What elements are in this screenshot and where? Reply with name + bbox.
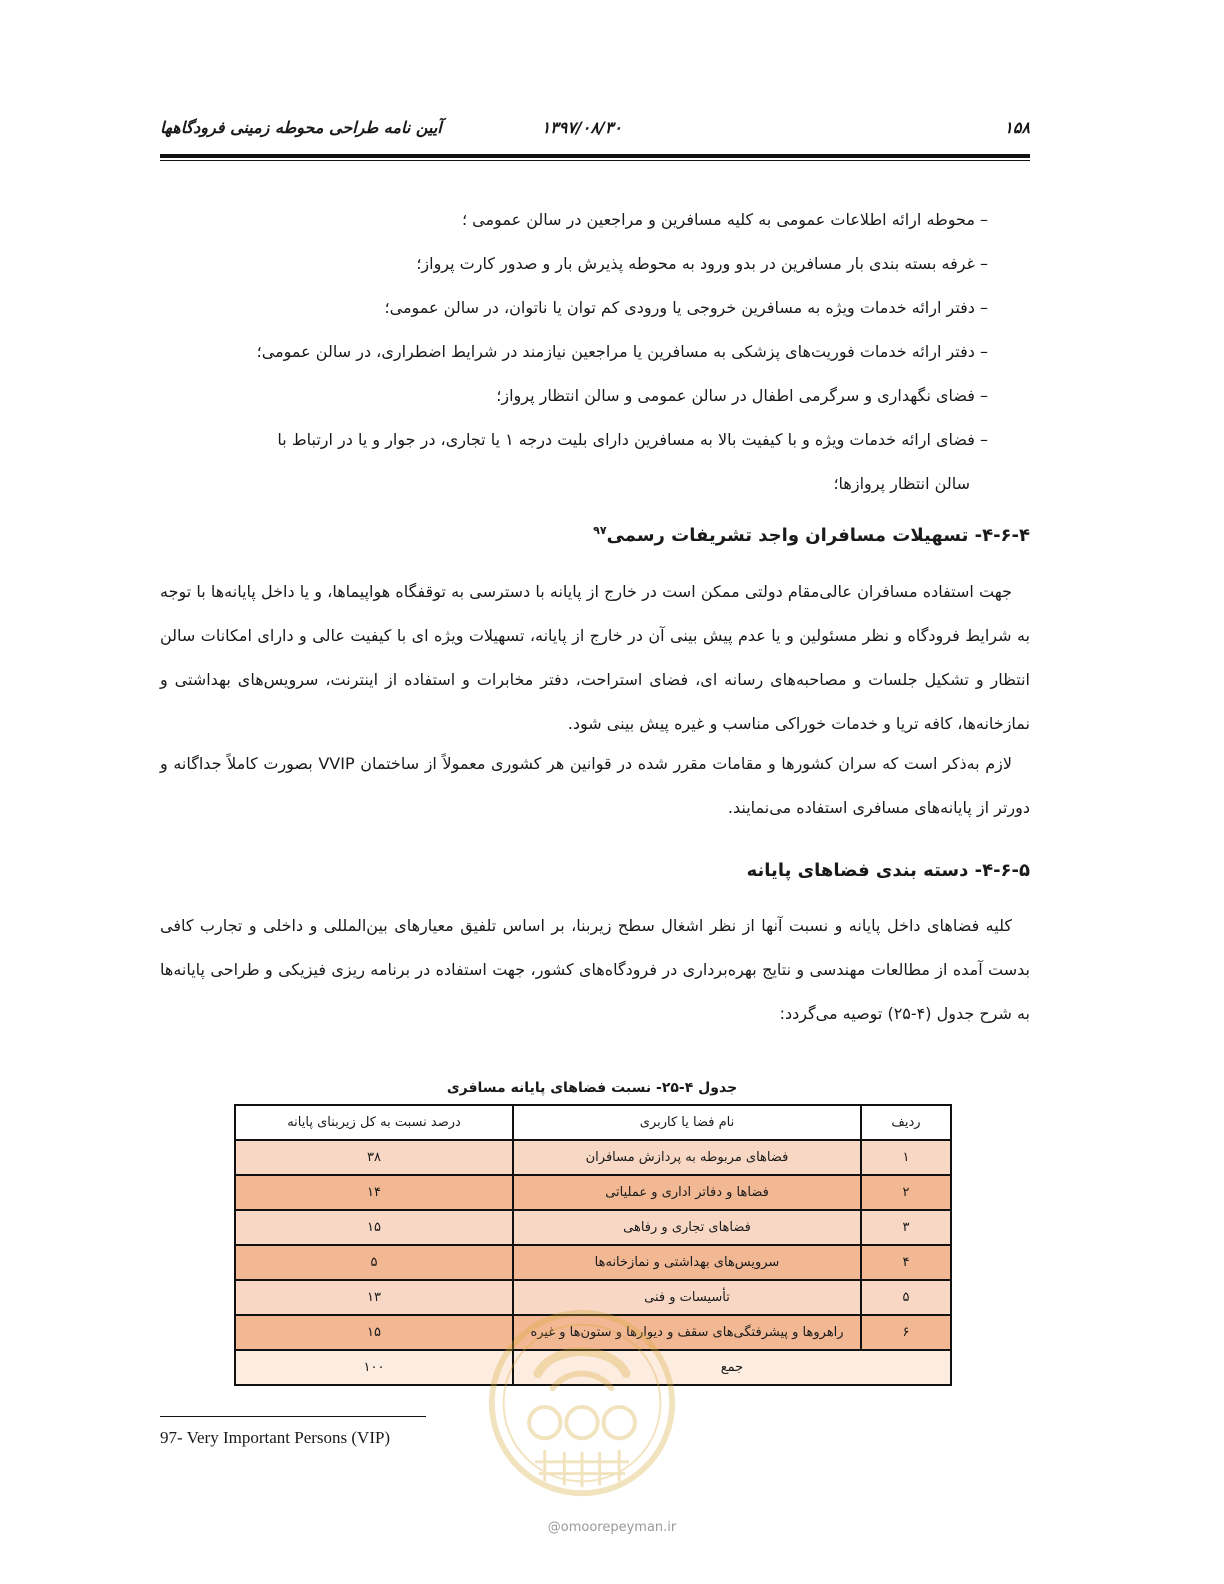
- table-cell: ۵: [861, 1280, 951, 1315]
- column-header: ردیف: [861, 1105, 951, 1140]
- table-cell: ۴: [861, 1245, 951, 1280]
- table-caption: جدول ۴-۲۵- نسبت فضاهای پایانه مسافری: [446, 1080, 738, 1096]
- paragraph: [160, 570, 1030, 746]
- table-cell: ۳۸: [235, 1140, 513, 1175]
- table-cell: ۱۵: [235, 1210, 513, 1245]
- list-item: – فضای ارائه خدمات ویژه و با کیفیت بالا به مسافرین دارای بلیت درجه ۱ یا تجاری، در جوار و یا در ارتباط با: [277, 430, 988, 449]
- paragraph-text: کلیه فضاهای داخل پایانه و نسبت آنها از نظر اشغال سطح زیربنا، بر اساس تلفیق معیارهای بین‌المللی و داخلی و تجارب کافی بدست آمده از مطالعات مهندسی و نتایج بهره‌برداری در فرودگاه‌های کشور، جهت استفاده در برنامه ریزی فیزیکی و طراحی پایانه‌ها به شرح جدول (۴-۲۵) توصیه می‌گردد:: [160, 916, 1030, 1023]
- bullet-list: [160, 198, 988, 506]
- watermark-logo: [484, 1305, 680, 1501]
- table-cell: فضاهای تجاری و رفاهی: [513, 1210, 861, 1245]
- footnote: 97- Very Important Persons (VIP): [160, 1428, 391, 1447]
- table-cell: ۱۵: [235, 1315, 513, 1350]
- table-row: [235, 1245, 951, 1280]
- table-cell: راهروها و پیشرفتگی‌های سقف و دیوارها و ستون‌ها و غیره: [513, 1315, 861, 1350]
- table-cell: ۱۴: [235, 1175, 513, 1210]
- table-row: [235, 1210, 951, 1245]
- table-cell: ۲: [861, 1175, 951, 1210]
- table-cell: ۶: [861, 1315, 951, 1350]
- header-rule-thin: [160, 160, 1030, 161]
- table-cell: ۱۳: [235, 1280, 513, 1315]
- table-cell: تأسیسات و فنی: [513, 1280, 861, 1315]
- table-header-row: [235, 1105, 951, 1140]
- list-item: – فضای نگهداری و سرگرمی اطفال در سالن عمومی و سالن انتظار پرواز؛: [496, 386, 988, 405]
- paragraph: [160, 742, 1030, 830]
- paragraph-text: جهت استفاده مسافران عالی‌مقام دولتی ممکن است در خارج از پایانه با دسترسی به توقفگاه هواپیماها، و یا داخل پایانه‌ها با توجه به شرایط فرودگاه و نظر مسئولین و یا عدم پیش بینی آن در خارج از پایانه، تسهیلات ویژه ای با کیفیت عالی و دارای امکانات سالن انتظار و تشکیل جلسات و مصاحبه‌های رسانه ای، فضای استراحت، دفتر مخابرات و استفاده از اینترنت، سرویس‌های بهداشتی و نمازخانه‌ها، کافه تریا و خدمات خوراکی مناسب و غیره پیش بینی شود.: [160, 582, 1030, 733]
- paragraph: [160, 904, 1030, 1036]
- header-rule-thick: [160, 154, 1030, 158]
- list-item: – دفتر ارائه خدمات فوریت‌های پزشکی به مسافرین یا مراجعین نیازمند در شرایط اضطراری، در سالن عمومی؛: [256, 342, 988, 361]
- table-total-label: جمع: [513, 1350, 951, 1385]
- page-header: [160, 118, 1030, 148]
- table-cell: سرویس‌های بهداشتی و نمازخانه‌ها: [513, 1245, 861, 1280]
- list-item: – محوطه ارائه اطلاعات عمومی به کلیه مسافرین و مراجعین در سالن عمومی ؛: [461, 210, 988, 229]
- column-header: نام فضا یا کاربری: [513, 1105, 861, 1140]
- watermark-site: @omoorepeyman.ir: [547, 1520, 677, 1535]
- table-row: [235, 1140, 951, 1175]
- table-total-value: ۱۰۰: [235, 1350, 513, 1385]
- table-row: [235, 1175, 951, 1210]
- list-item: – غرفه بسته بندی بار مسافرین در بدو ورود به محوطه پذیرش بار و صدور کارت پرواز؛: [416, 254, 988, 273]
- section-heading-text: ۴-۶-۵- دسته بندی فضاهای پایانه: [746, 860, 1030, 881]
- paragraph-text: لازم به‌ذکر است که سران کشورها و مقامات مقرر شده در قوانین هر کشوری معمولاً از ساختمان VVIP بصورت کاملاً جداگانه و دورتر از پایانه‌های مسافری استفاده می‌نمایند.: [160, 754, 1030, 817]
- section-heading: [747, 860, 1030, 881]
- table-cell: فضاهای مربوطه به پردازش مسافران: [513, 1140, 861, 1175]
- table-cell: ۵: [235, 1245, 513, 1280]
- section-heading-text: ۴-۶-۴- تسهیلات مسافران واجد تشریفات رسمی: [606, 525, 1030, 546]
- page-number: ۱۵۸: [1004, 118, 1030, 137]
- footnote-reference: ۹۷: [593, 524, 607, 537]
- header-title: آیین نامه طراحی محوطه زمینی فرودگاهها: [160, 118, 442, 137]
- list-item: – دفتر ارائه خدمات ویژه به مسافرین خروجی یا ورودی کم توان یا ناتوان، در سالن عمومی؛: [384, 298, 988, 317]
- list-item-continuation: سالن انتظار پروازها؛: [833, 474, 970, 493]
- column-header: درصد نسبت به کل زیربنای پایانه: [235, 1105, 513, 1140]
- footnote-rule: [160, 1416, 426, 1417]
- table-cell: ۱: [861, 1140, 951, 1175]
- section-heading: [593, 524, 1030, 546]
- table-cell: ۳: [861, 1210, 951, 1245]
- header-date: ۱۳۹۷/۰۸/۳۰: [541, 118, 622, 137]
- table-cell: فضاها و دفاتر اداری و عملیاتی: [513, 1175, 861, 1210]
